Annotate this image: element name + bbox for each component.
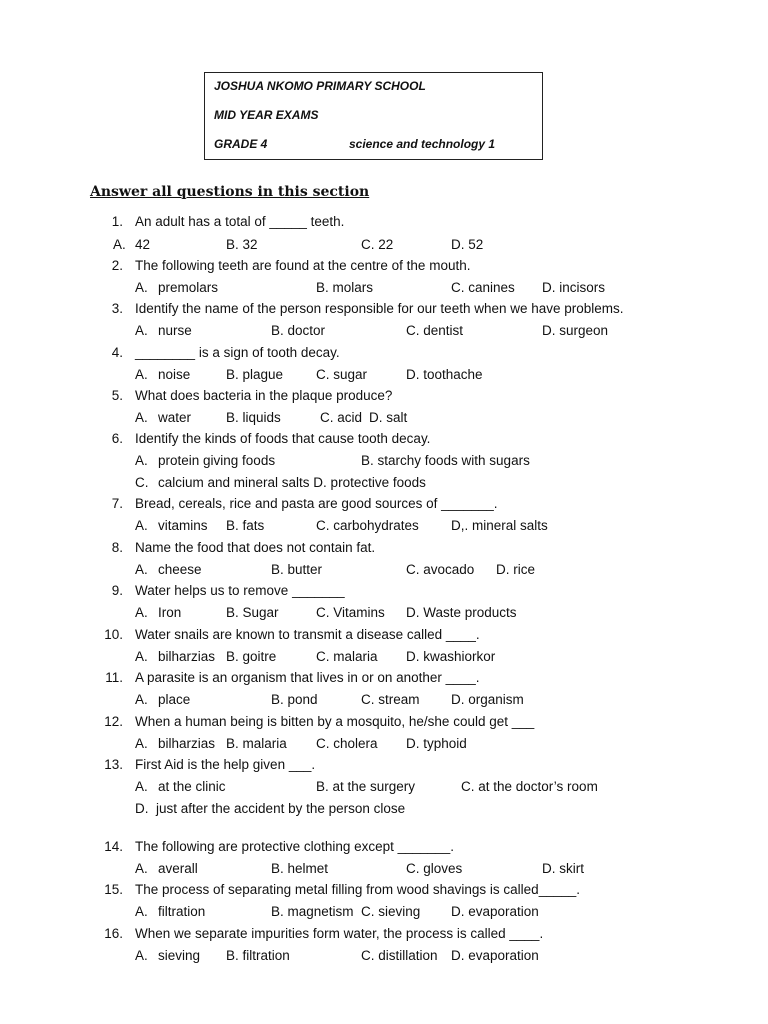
answer-option: D. typhoid [406, 736, 467, 751]
question-number: 12. [104, 714, 123, 729]
question-text: Identify the name of the person responsible for our teeth when we have problems. [135, 301, 624, 316]
answer-option: C. avocado [406, 562, 475, 577]
answer-option: C. sieving [361, 904, 421, 919]
answer-option: A. [135, 518, 148, 533]
question-text: When we separate impurities form water, the process is called ____. [135, 926, 544, 941]
answer-option: water [158, 410, 192, 425]
question-number: 10. [104, 627, 123, 642]
question-text: An adult has a total of _____ teeth. [135, 214, 345, 229]
answer-option: B. Sugar [226, 605, 279, 620]
answer-option: B. molars [316, 280, 374, 295]
answer-option: B. at the surgery [316, 779, 416, 794]
school-name: JOSHUA NKOMO PRIMARY SCHOOL [214, 79, 426, 93]
question-number: 4. [111, 345, 123, 360]
answer-option: A. [135, 605, 148, 620]
answer-option: B. plague [226, 367, 284, 382]
answer-option: D. 52 [451, 237, 484, 252]
answer-option: C. distillation [361, 948, 438, 963]
question-number: 5. [111, 388, 123, 403]
answer-option: D. toothache [406, 367, 483, 382]
answer-option: A. [135, 649, 148, 664]
answer-option: C. carbohydrates [316, 518, 419, 533]
answer-option: D. evaporation [451, 948, 539, 963]
answer-option: A. [135, 779, 148, 794]
answer-option: sieving [158, 948, 201, 963]
answer-option: B. magnetism [271, 904, 354, 919]
question-number: 8. [111, 540, 123, 555]
answer-option: D. surgeon [542, 323, 609, 338]
answer-option: C. acid [320, 410, 363, 425]
answer-option: just after the accident by the person close [156, 801, 406, 816]
answer-option: A. [135, 904, 148, 919]
answer-option: A. [135, 861, 148, 876]
answer-option: A. [135, 948, 148, 963]
answer-option: C. dentist [406, 323, 464, 338]
answer-option: A. [113, 237, 126, 252]
answer-option: calcium and mineral salts D. protective foods [158, 475, 426, 490]
answer-option: cheese [158, 562, 202, 577]
answer-option: B. filtration [226, 948, 290, 963]
answer-option: D. organism [451, 692, 524, 707]
question-text: When a human being is bitten by a mosquito, he/she could get ___ [135, 714, 535, 729]
answer-option: D,. mineral salts [451, 518, 548, 533]
answer-option: noise [158, 367, 191, 382]
question-text: The following teeth are found at the centre of the mouth. [135, 258, 471, 273]
answer-option: B. pond [271, 692, 318, 707]
question-number: 3. [111, 301, 123, 316]
answer-option: protein giving foods [158, 453, 276, 468]
question-text: Water helps us to remove _______ [135, 583, 345, 598]
answer-option: C. cholera [316, 736, 378, 751]
question-text: A parasite is an organism that lives in or on another ____. [135, 670, 480, 685]
answer-option: B. helmet [271, 861, 329, 876]
answer-option: C. Vitamins [316, 605, 385, 620]
answer-option: premolars [158, 280, 219, 295]
answer-option: C. canines [451, 280, 515, 295]
question-number: 15. [104, 882, 123, 897]
answer-option: filtration [158, 904, 206, 919]
exam-title: MID YEAR EXAMS [214, 108, 319, 122]
answer-option: bilharzias [158, 736, 216, 751]
answer-option: A. [135, 280, 148, 295]
answer-option: A. [135, 453, 148, 468]
answer-option: B. starchy foods with sugars [361, 453, 530, 468]
answer-option: D. evaporation [451, 904, 539, 919]
question-text: What does bacteria in the plaque produce? [135, 388, 393, 403]
answer-option: B. goitre [226, 649, 277, 664]
exam-header-box [204, 72, 543, 160]
answer-option: C. malaria [316, 649, 378, 664]
answer-option: B. fats [226, 518, 265, 533]
answer-option: C. sugar [316, 367, 368, 382]
question-number: 11. [105, 670, 123, 685]
question-number: 2. [111, 258, 123, 273]
answer-option: C. at the doctor’s room [461, 779, 598, 794]
answer-option: C. [135, 475, 149, 490]
answer-option: vitamins [158, 518, 208, 533]
answer-option: A. [135, 562, 148, 577]
answer-option: D. salt [369, 410, 408, 425]
subject-label: science and technology 1 [349, 137, 496, 151]
answer-option: A. [135, 367, 148, 382]
answer-option: C. gloves [406, 861, 463, 876]
question-text: First Aid is the help given ___. [135, 757, 316, 772]
answer-option: A. [135, 323, 148, 338]
answer-option: B. doctor [271, 323, 326, 338]
grade-label: GRADE 4 [214, 137, 268, 151]
answer-option: B. butter [271, 562, 323, 577]
question-text: The process of separating metal filling from wood shavings is called_____. [135, 882, 580, 897]
answer-option: B. malaria [226, 736, 287, 751]
answer-option: D. [135, 801, 149, 816]
answer-option: A. [135, 736, 148, 751]
question-text: Identify the kinds of foods that cause tooth decay. [135, 431, 431, 446]
answer-option: place [158, 692, 191, 707]
answer-option: D. Waste products [406, 605, 517, 620]
section-instruction: Answer all questions in this section [90, 184, 370, 200]
answer-option: A. [135, 692, 148, 707]
question-number: 6. [111, 431, 123, 446]
answer-option: D. incisors [542, 280, 606, 295]
answer-option: A. [135, 410, 148, 425]
answer-option: bilharzias [158, 649, 216, 664]
question-number: 14. [104, 839, 123, 854]
question-number: 1. [111, 214, 123, 229]
question-number: 13. [104, 757, 123, 772]
question-number: 9. [111, 583, 123, 598]
answer-option: D. rice [496, 562, 536, 577]
answer-option: D. kwashiorkor [406, 649, 496, 664]
answer-option: C. stream [361, 692, 420, 707]
answer-option: averall [158, 861, 198, 876]
answer-option: B. 32 [226, 237, 258, 252]
answer-option: at the clinic [158, 779, 226, 794]
question-text: Bread, cereals, rice and pasta are good sources of _______. [135, 496, 498, 511]
answer-option: Iron [158, 605, 182, 620]
question-text: Name the food that does not contain fat. [135, 540, 376, 555]
answer-option: B. liquids [226, 410, 281, 425]
answer-option: 42 [135, 237, 151, 252]
answer-option: C. 22 [361, 237, 394, 252]
answer-option: D. skirt [542, 861, 584, 876]
question-number: 7. [111, 496, 123, 511]
question-text: ________ is a sign of tooth decay. [135, 345, 340, 360]
question-text: The following are protective clothing except _______. [135, 839, 454, 854]
question-number: 16. [104, 926, 123, 941]
answer-option: nurse [158, 323, 192, 338]
question-text: Water snails are known to transmit a disease called ____. [135, 627, 480, 642]
